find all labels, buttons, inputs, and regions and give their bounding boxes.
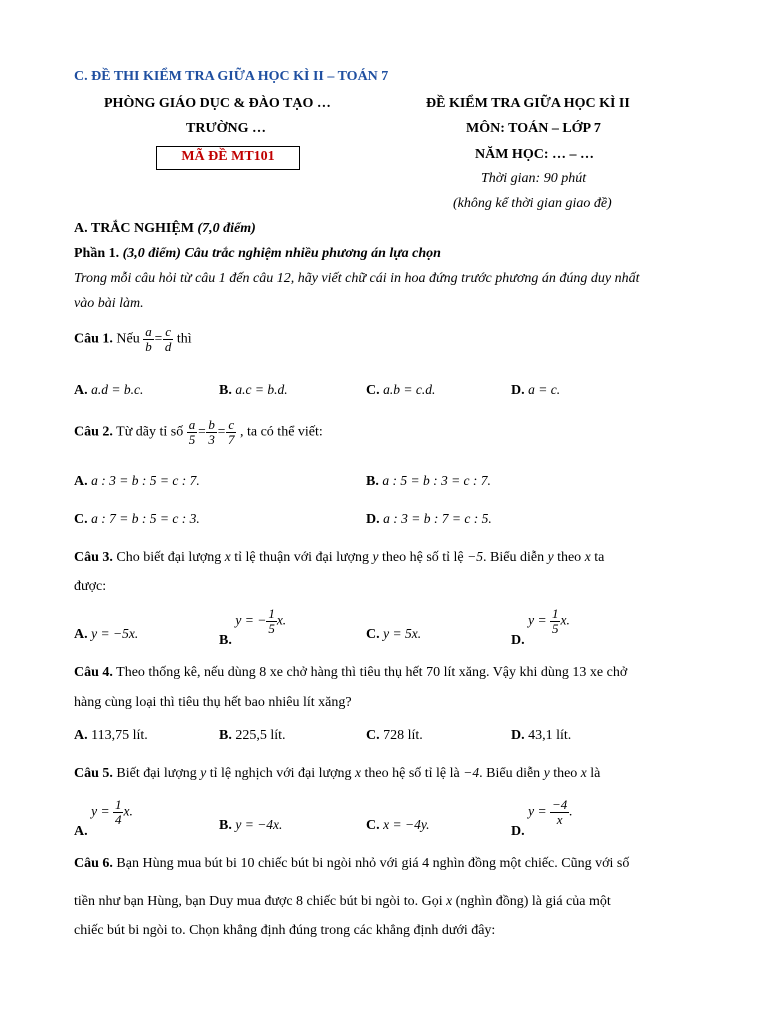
- q1-frac-1: $\frac{a}{b}$: [145, 324, 152, 354]
- header-department: PHÒNG GIÁO DỤC & ĐÀO TẠO …: [104, 96, 331, 111]
- q1-option-b: B. a.c = b.d.: [219, 382, 288, 398]
- q5-d-frac: $\frac{-4}{x}$: [551, 797, 568, 827]
- q1-frac-2: $\frac{c}{d}$: [164, 324, 172, 354]
- q5-option-c: C. x = −4y.: [366, 817, 430, 833]
- q2-frac-2: $\frac{b}{3}$: [208, 417, 215, 447]
- q3-d-frac: $\frac{1}{5}$: [551, 606, 559, 636]
- q5-option-a: A. y = $\frac{1}{4}$ x.: [74, 797, 133, 839]
- q2-option-c: C. a : 7 = b : 5 = c : 3.: [74, 511, 200, 527]
- page-heading: C. ĐỀ THI KIỂM TRA GIỮA HỌC KÌ II – TOÁN 7: [74, 69, 389, 84]
- q6-line-2: tiền như bạn Hùng, bạn Duy mua được 8 chiếc bút bi ngòi to. Gọi x (nghìn đồng) là giá của một: [74, 893, 611, 909]
- q2-option-d: D. a : 3 = b : 7 = c : 5.: [366, 511, 492, 527]
- part1-desc: (3,0 điểm) Câu trắc nghiệm nhiều phương án lựa chọn: [122, 246, 441, 261]
- section-a-label: A. TRẮC NGHIỆM: [74, 221, 198, 236]
- header-school-year: NĂM HỌC: … – …: [475, 147, 594, 162]
- q3-b-frac: $\frac{1}{5}$: [268, 606, 275, 636]
- q1-option-d: D. a = c.: [511, 382, 561, 398]
- question-2: Câu 2. Từ dãy tỉ số $\frac{a}{5}$ = $\frac{b}{3}$ = $\frac{c}{7}$ , ta có thể viết:: [74, 417, 323, 447]
- q5-a-frac: $\frac{1}{4}$: [114, 797, 122, 827]
- q4-option-c: C. 728 lít.: [366, 728, 423, 743]
- question-5: Câu 5. Biết đại lượng y tỉ lệ nghịch với đại lượng x theo hệ số tỉ lệ là −4. Biểu diễn y theo x là: [74, 765, 601, 781]
- section-a-title: [74, 221, 256, 237]
- part1-instruction-2: vào bài làm.: [74, 296, 144, 311]
- header-exam-title: ĐỀ KIỂM TRA GIỮA HỌC KÌ II: [426, 96, 630, 111]
- q3-option-a: A. y = −5x.: [74, 626, 139, 642]
- q3-option-d: D. y = $\frac{1}{5}$ x.: [511, 606, 570, 648]
- q2-frac-1: $\frac{a}{5}$: [188, 417, 196, 447]
- exam-code: MÃ ĐỀ MT101: [181, 149, 275, 164]
- q4-option-d: D. 43,1 lít.: [511, 728, 572, 743]
- part1-instruction-1: Trong mỗi câu hỏi từ câu 1 đến câu 12, hãy viết chữ cái in hoa đứng trước phương án đúng duy nhất: [74, 271, 640, 286]
- q4-line-2: hàng cùng loại thì tiêu thụ hết bao nhiêu lít xăng?: [74, 695, 352, 710]
- header-time-note: (không kể thời gian giao đề): [453, 196, 612, 211]
- header-time: Thời gian: 90 phút: [481, 171, 587, 186]
- q1-post: thì: [173, 331, 192, 347]
- q3-option-c: C. y = 5x.: [366, 626, 422, 642]
- exam-code-box: [156, 146, 300, 170]
- q1-option-c: C. a.b = c.d.: [366, 382, 436, 398]
- q2-option-a: A. a : 3 = b : 5 = c : 7.: [74, 473, 200, 489]
- q2-option-b: B. a : 5 = b : 3 = c : 7.: [366, 473, 491, 489]
- header-subject: MÔN: TOÁN – LỚP 7: [466, 121, 601, 136]
- part1-title: [74, 246, 441, 262]
- q1-label: Câu 1.: [74, 331, 113, 347]
- q6-line-3: chiếc bút bi ngòi to. Chọn khẳng định đúng trong các khẳng định dưới đây:: [74, 923, 496, 938]
- q5-option-b: B. y = −4x.: [219, 817, 283, 833]
- question-4: Câu 4. Theo thống kê, nếu dùng 8 xe chở hàng thì tiêu thụ hết 70 lít xăng. Vậy khi dùng 13 xe chở: [74, 665, 628, 680]
- q3-line-2: được:: [74, 579, 107, 594]
- q4-option-a: A. 113,75 lít.: [74, 728, 148, 743]
- q5-option-d: D. y = $\frac{-4}{x}$ .: [511, 797, 573, 839]
- section-a-points: (7,0 điểm): [197, 221, 256, 236]
- q3-option-b: B. y = − $\frac{1}{5}$ x.: [219, 606, 287, 648]
- q4-option-b: B. 225,5 lít.: [219, 728, 286, 743]
- question-1: Câu 1. Nếu $\frac{a}{b}$ = $\frac{c}{d}$ thì: [74, 324, 192, 354]
- q1-pre: Nếu: [112, 331, 144, 347]
- question-6: Câu 6. Bạn Hùng mua bút bi 10 chiếc bút bi ngòi nhỏ với giá 4 nghìn đồng một chiếc. Cũng với số: [74, 856, 630, 871]
- header-school: TRƯỜNG …: [186, 121, 266, 136]
- q2-frac-3: $\frac{c}{7}$: [227, 417, 235, 447]
- part1-label: Phần 1.: [74, 246, 123, 261]
- q1-option-a: A. a.d = b.c.: [74, 382, 144, 398]
- question-3: Câu 3. Cho biết đại lượng x tỉ lệ thuận với đại lượng y theo hệ số tỉ lệ −5. Biểu diễn y theo x ta: [74, 549, 605, 565]
- q2-label: Câu 2.: [74, 424, 113, 440]
